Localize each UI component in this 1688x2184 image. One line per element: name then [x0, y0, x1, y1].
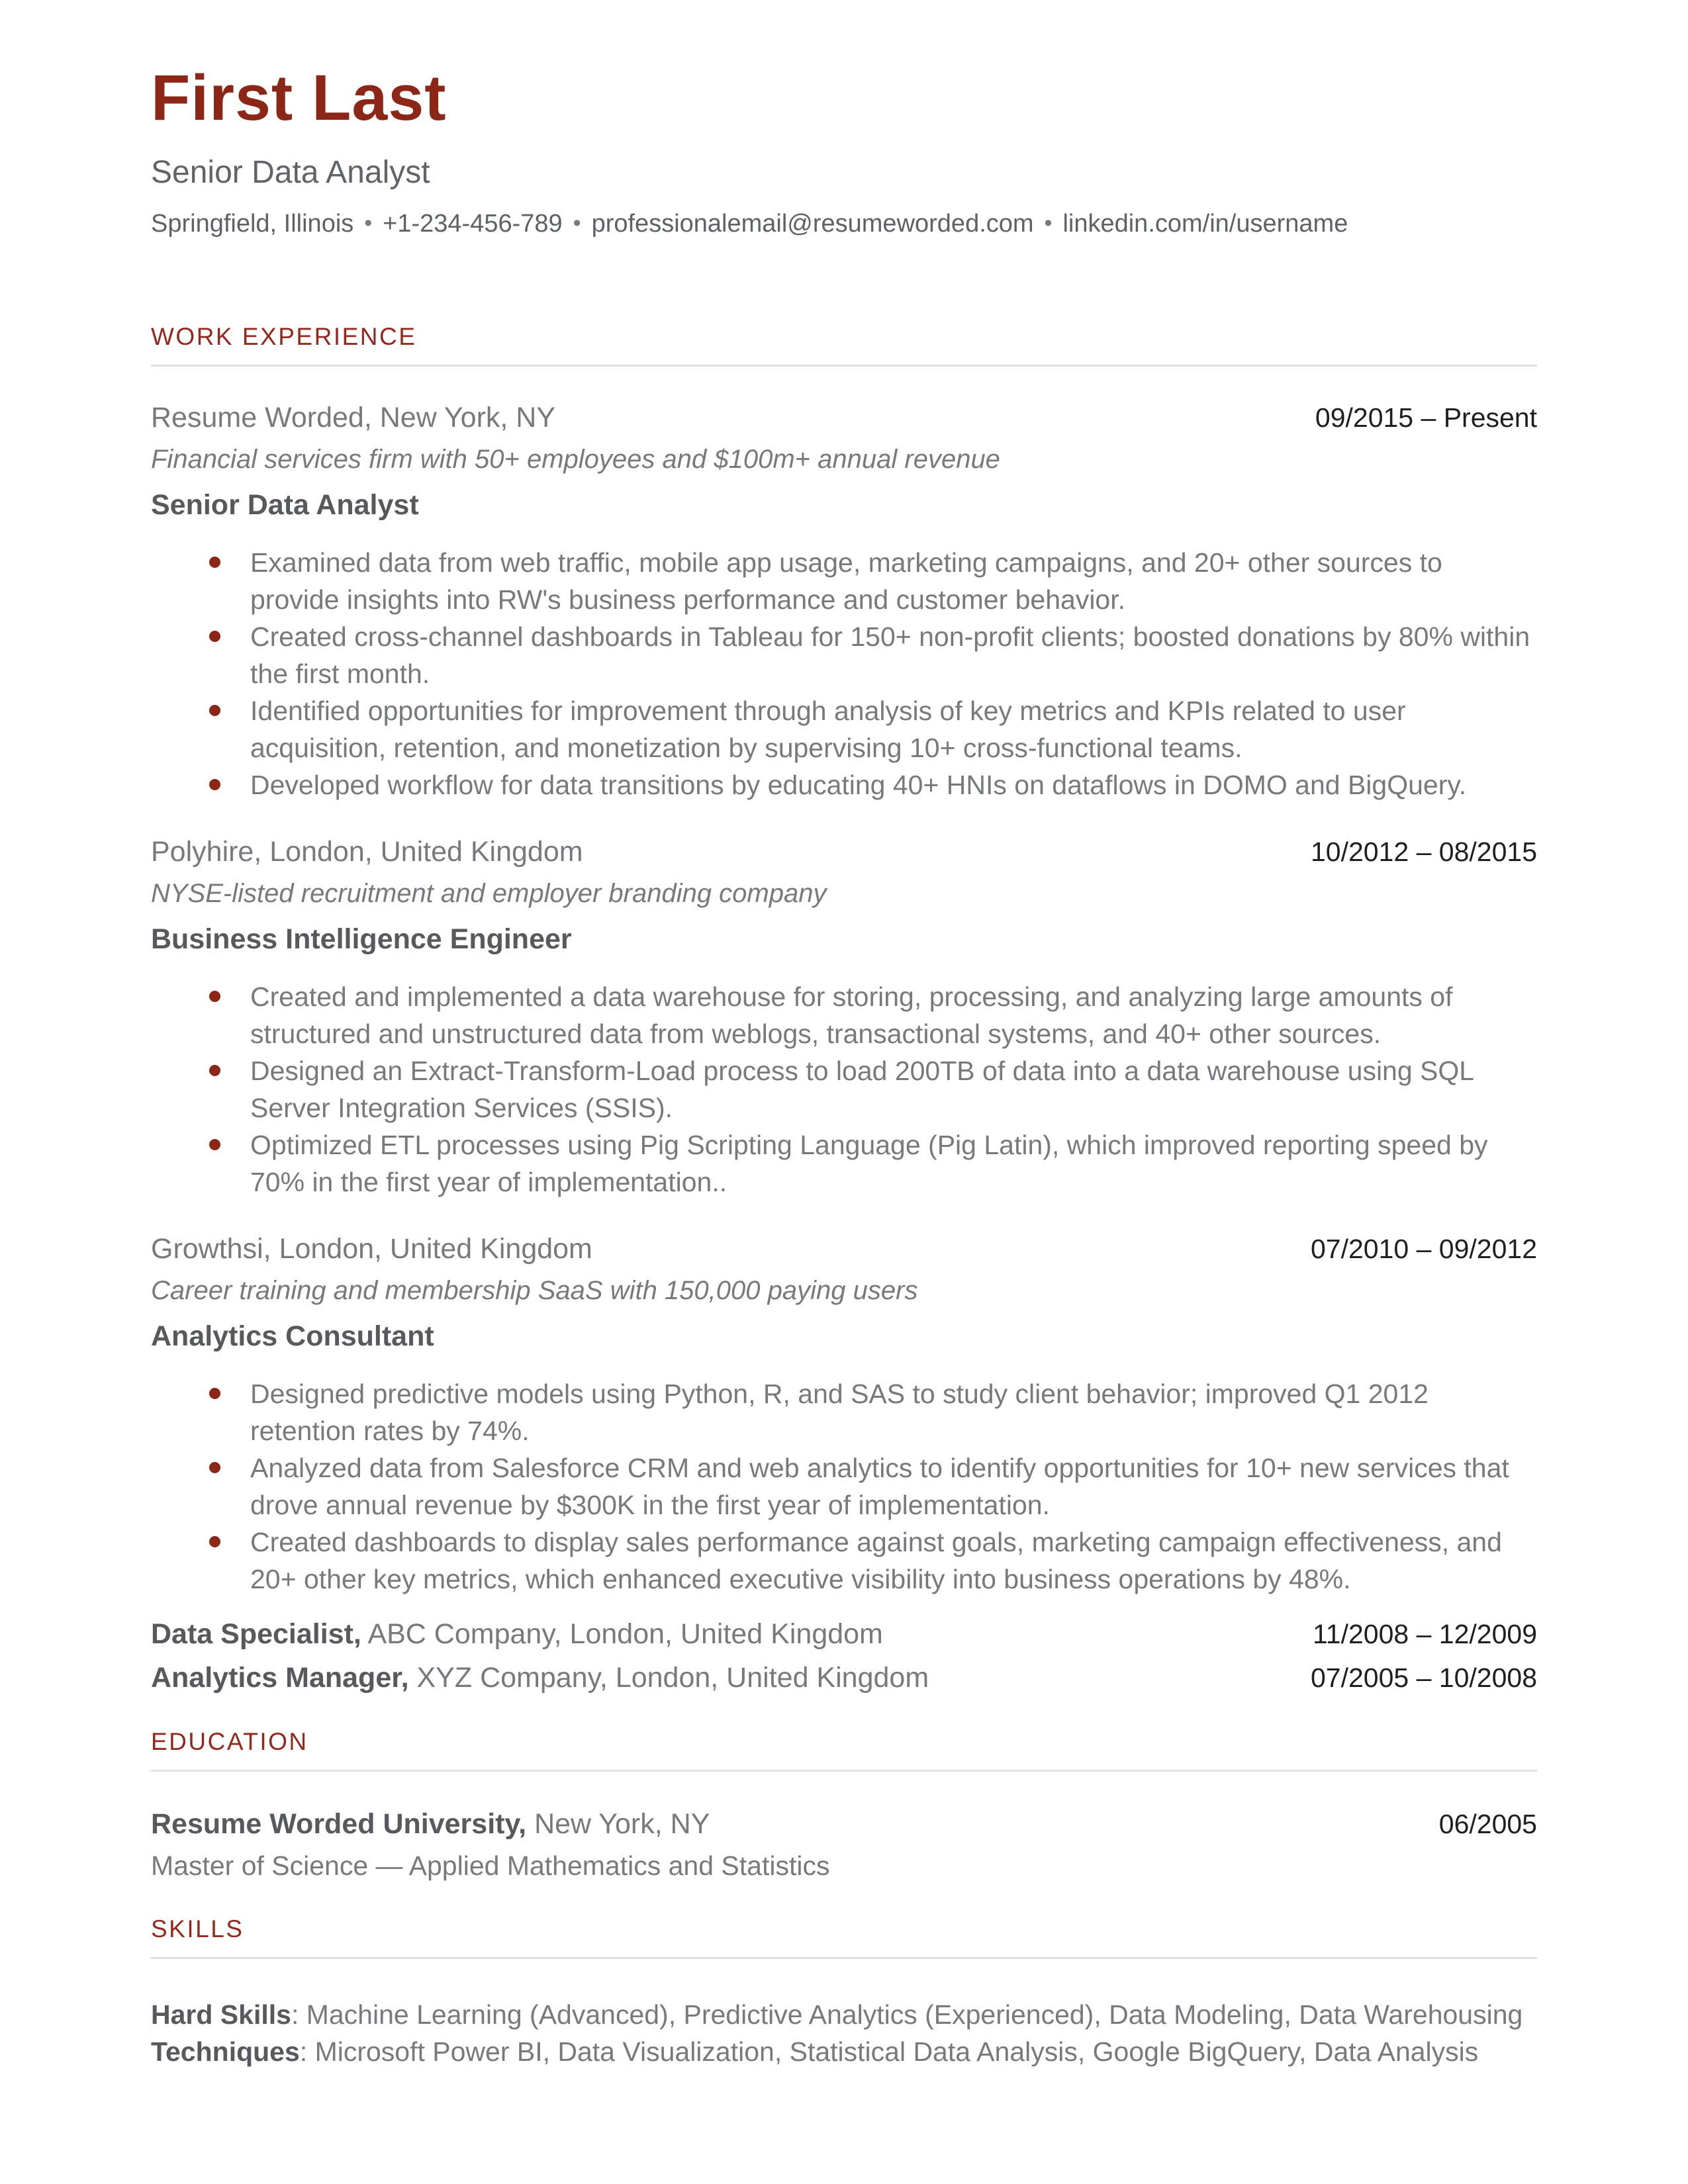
- bullet-text: Designed predictive models using Python, R, and SAS to study client behavior; improved Q1 2012 retention rates by 74%.: [250, 1379, 1429, 1446]
- resume-header: [151, 64, 1537, 239]
- bullet-item: [151, 1052, 1537, 1126]
- company-name: Resume Worded, New York, NY: [151, 402, 556, 433]
- contact-line: [151, 208, 1537, 239]
- contact-location: Springfield, Illinois: [151, 210, 354, 238]
- role-dates: 11/2008 – 12/2009: [1313, 1619, 1537, 1649]
- company-name: Polyhire, London, United Kingdom: [151, 836, 583, 868]
- candidate-title: Senior Data Analyst: [151, 155, 430, 190]
- section-divider: [151, 1770, 1537, 1772]
- role-company: XYZ Company, London, United Kingdom: [408, 1662, 929, 1694]
- role-company: ABC Company, London, United Kingdom: [361, 1618, 883, 1650]
- bullet-list: [151, 544, 1537, 803]
- skill-category-label: Techniques: [151, 2036, 300, 2067]
- role-title: Data Specialist,: [151, 1618, 361, 1650]
- bullet-item: [151, 1449, 1537, 1524]
- degree: Master of Science — Applied Mathematics and Statistics: [151, 1850, 830, 1881]
- bullet-dot-icon: [209, 779, 220, 790]
- skill-row-techniques: [151, 2033, 1537, 2070]
- job-dates: 10/2012 – 08/2015: [1311, 837, 1537, 867]
- contact-separator: •: [1044, 210, 1053, 236]
- job-block-polyhire: [151, 835, 1537, 1201]
- contact-linkedin: linkedin.com/in/username: [1062, 210, 1348, 238]
- bullet-text: Optimized ETL processes using Pig Scripting Language (Pig Latin), which improved reporting speed by 70% in the first year of implementation..: [250, 1130, 1488, 1197]
- role-title-company: [151, 1617, 883, 1651]
- role-row-data-specialist: [151, 1617, 1537, 1651]
- skill-category-label: Hard Skills: [151, 1999, 291, 2030]
- bullet-item: [151, 1126, 1537, 1201]
- job-block-resume-worded: [151, 401, 1537, 803]
- section-divider: [151, 365, 1537, 367]
- bullet-text: Created and implemented a data warehouse for storing, processing, and analyzing large amounts of structured and unstructured data from weblogs, transactional systems, and 40+ other sources.: [250, 981, 1453, 1049]
- section-heading-work-experience: WORK EXPERIENCE: [151, 323, 417, 350]
- contact-separator: •: [364, 210, 373, 236]
- role-title: Analytics Manager,: [151, 1662, 409, 1694]
- bullet-item: [151, 618, 1537, 692]
- bullet-item: [151, 544, 1537, 618]
- bullet-item: [151, 1524, 1537, 1598]
- skill-items: : Microsoft Power BI, Data Visualization, Statistical Data Analysis, Google BigQuery, Data Analysis: [299, 2036, 1479, 2067]
- bullet-dot-icon: [209, 705, 220, 716]
- role-dates: 07/2005 – 10/2008: [1311, 1662, 1537, 1693]
- job-header: [151, 835, 1537, 868]
- bullet-dot-icon: [209, 631, 220, 642]
- bullet-text: Analyzed data from Salesforce CRM and web analytics to identify opportunities for 10+ new services that drove annual revenue by $300K in the first year of implementation.: [250, 1453, 1509, 1520]
- section-heading-skills: SKILLS: [151, 1915, 244, 1942]
- skill-row-hard-skills: [151, 1996, 1537, 2033]
- bullet-list: [151, 1375, 1537, 1598]
- company-description: Career training and membership SaaS with 150,000 paying users: [151, 1276, 918, 1305]
- job-dates: 09/2015 – Present: [1315, 402, 1537, 433]
- contact-email: professionalemail@resumeworded.com: [591, 210, 1034, 238]
- education-dates: 06/2005: [1438, 1809, 1537, 1839]
- skill-items: : Machine Learning (Advanced), Predictive Analytics (Experienced), Data Modeling, Data Warehousing: [291, 1999, 1523, 2030]
- skills-block: [151, 1996, 1537, 2070]
- company-description: Financial services firm with 50+ employees and $100m+ annual revenue: [151, 445, 1000, 474]
- job-header: [151, 401, 1537, 434]
- job-header: [151, 1232, 1537, 1265]
- job-title: Analytics Consultant: [151, 1320, 434, 1352]
- bullet-dot-icon: [209, 1139, 220, 1150]
- bullet-item: [151, 692, 1537, 766]
- education-entry: [151, 1807, 1537, 1882]
- bullet-text: Identified opportunities for improvement through analysis of key metrics and KPIs related to user acquisition, retention, and monetization by supervising 10+ cross-functional teams.: [250, 696, 1406, 763]
- bullet-dot-icon: [209, 1388, 220, 1399]
- job-dates: 07/2010 – 09/2012: [1311, 1234, 1537, 1264]
- section-divider: [151, 1957, 1537, 1959]
- job-title: Business Intelligence Engineer: [151, 923, 572, 955]
- bullet-item: [151, 766, 1537, 803]
- contact-phone: +1-234-456-789: [383, 210, 563, 238]
- bullet-dot-icon: [209, 1536, 220, 1547]
- school-name: [151, 1807, 710, 1841]
- job-title: Senior Data Analyst: [151, 489, 419, 521]
- company-description: NYSE-listed recruitment and employer branding company: [151, 879, 827, 908]
- bullet-list: [151, 978, 1537, 1201]
- bullet-text: Created dashboards to display sales performance against goals, marketing campaign effectiveness, and 20+ other key metrics, which enhanced executive visibility into business operations by 48%.: [250, 1527, 1502, 1594]
- earlier-roles: [151, 1617, 1537, 1694]
- bullet-text: Created cross-channel dashboards in Tableau for 150+ non-profit clients; boosted donations by 80% within the first month.: [250, 621, 1530, 689]
- bullet-dot-icon: [209, 991, 220, 1002]
- bullet-item: [151, 978, 1537, 1052]
- education-header: [151, 1807, 1537, 1841]
- candidate-name: First Last: [151, 62, 447, 134]
- school-name-bold: Resume Worded University,: [151, 1808, 527, 1840]
- role-title-company: [151, 1661, 929, 1694]
- bullet-dot-icon: [209, 1462, 220, 1473]
- bullet-text: Designed an Extract-Transform-Load process to load 200TB of data into a data warehouse using SQL Server Integration Services (SSIS).: [250, 1056, 1474, 1123]
- bullet-text: Examined data from web traffic, mobile app usage, marketing campaigns, and 20+ other sources to provide insights into RW's business performance and customer behavior.: [250, 547, 1442, 615]
- contact-separator: •: [573, 210, 581, 236]
- job-block-growthsi: [151, 1232, 1537, 1598]
- section-heading-education: EDUCATION: [151, 1728, 308, 1755]
- bullet-dot-icon: [209, 557, 220, 568]
- company-name: Growthsi, London, United Kingdom: [151, 1233, 592, 1265]
- bullet-dot-icon: [209, 1065, 220, 1076]
- bullet-text: Developed workflow for data transitions by educating 40+ HNIs on dataflows in DOMO and BigQuery.: [250, 770, 1467, 800]
- bullet-item: [151, 1375, 1537, 1449]
- role-row-analytics-manager: [151, 1661, 1537, 1694]
- school-location: New York, NY: [526, 1808, 710, 1840]
